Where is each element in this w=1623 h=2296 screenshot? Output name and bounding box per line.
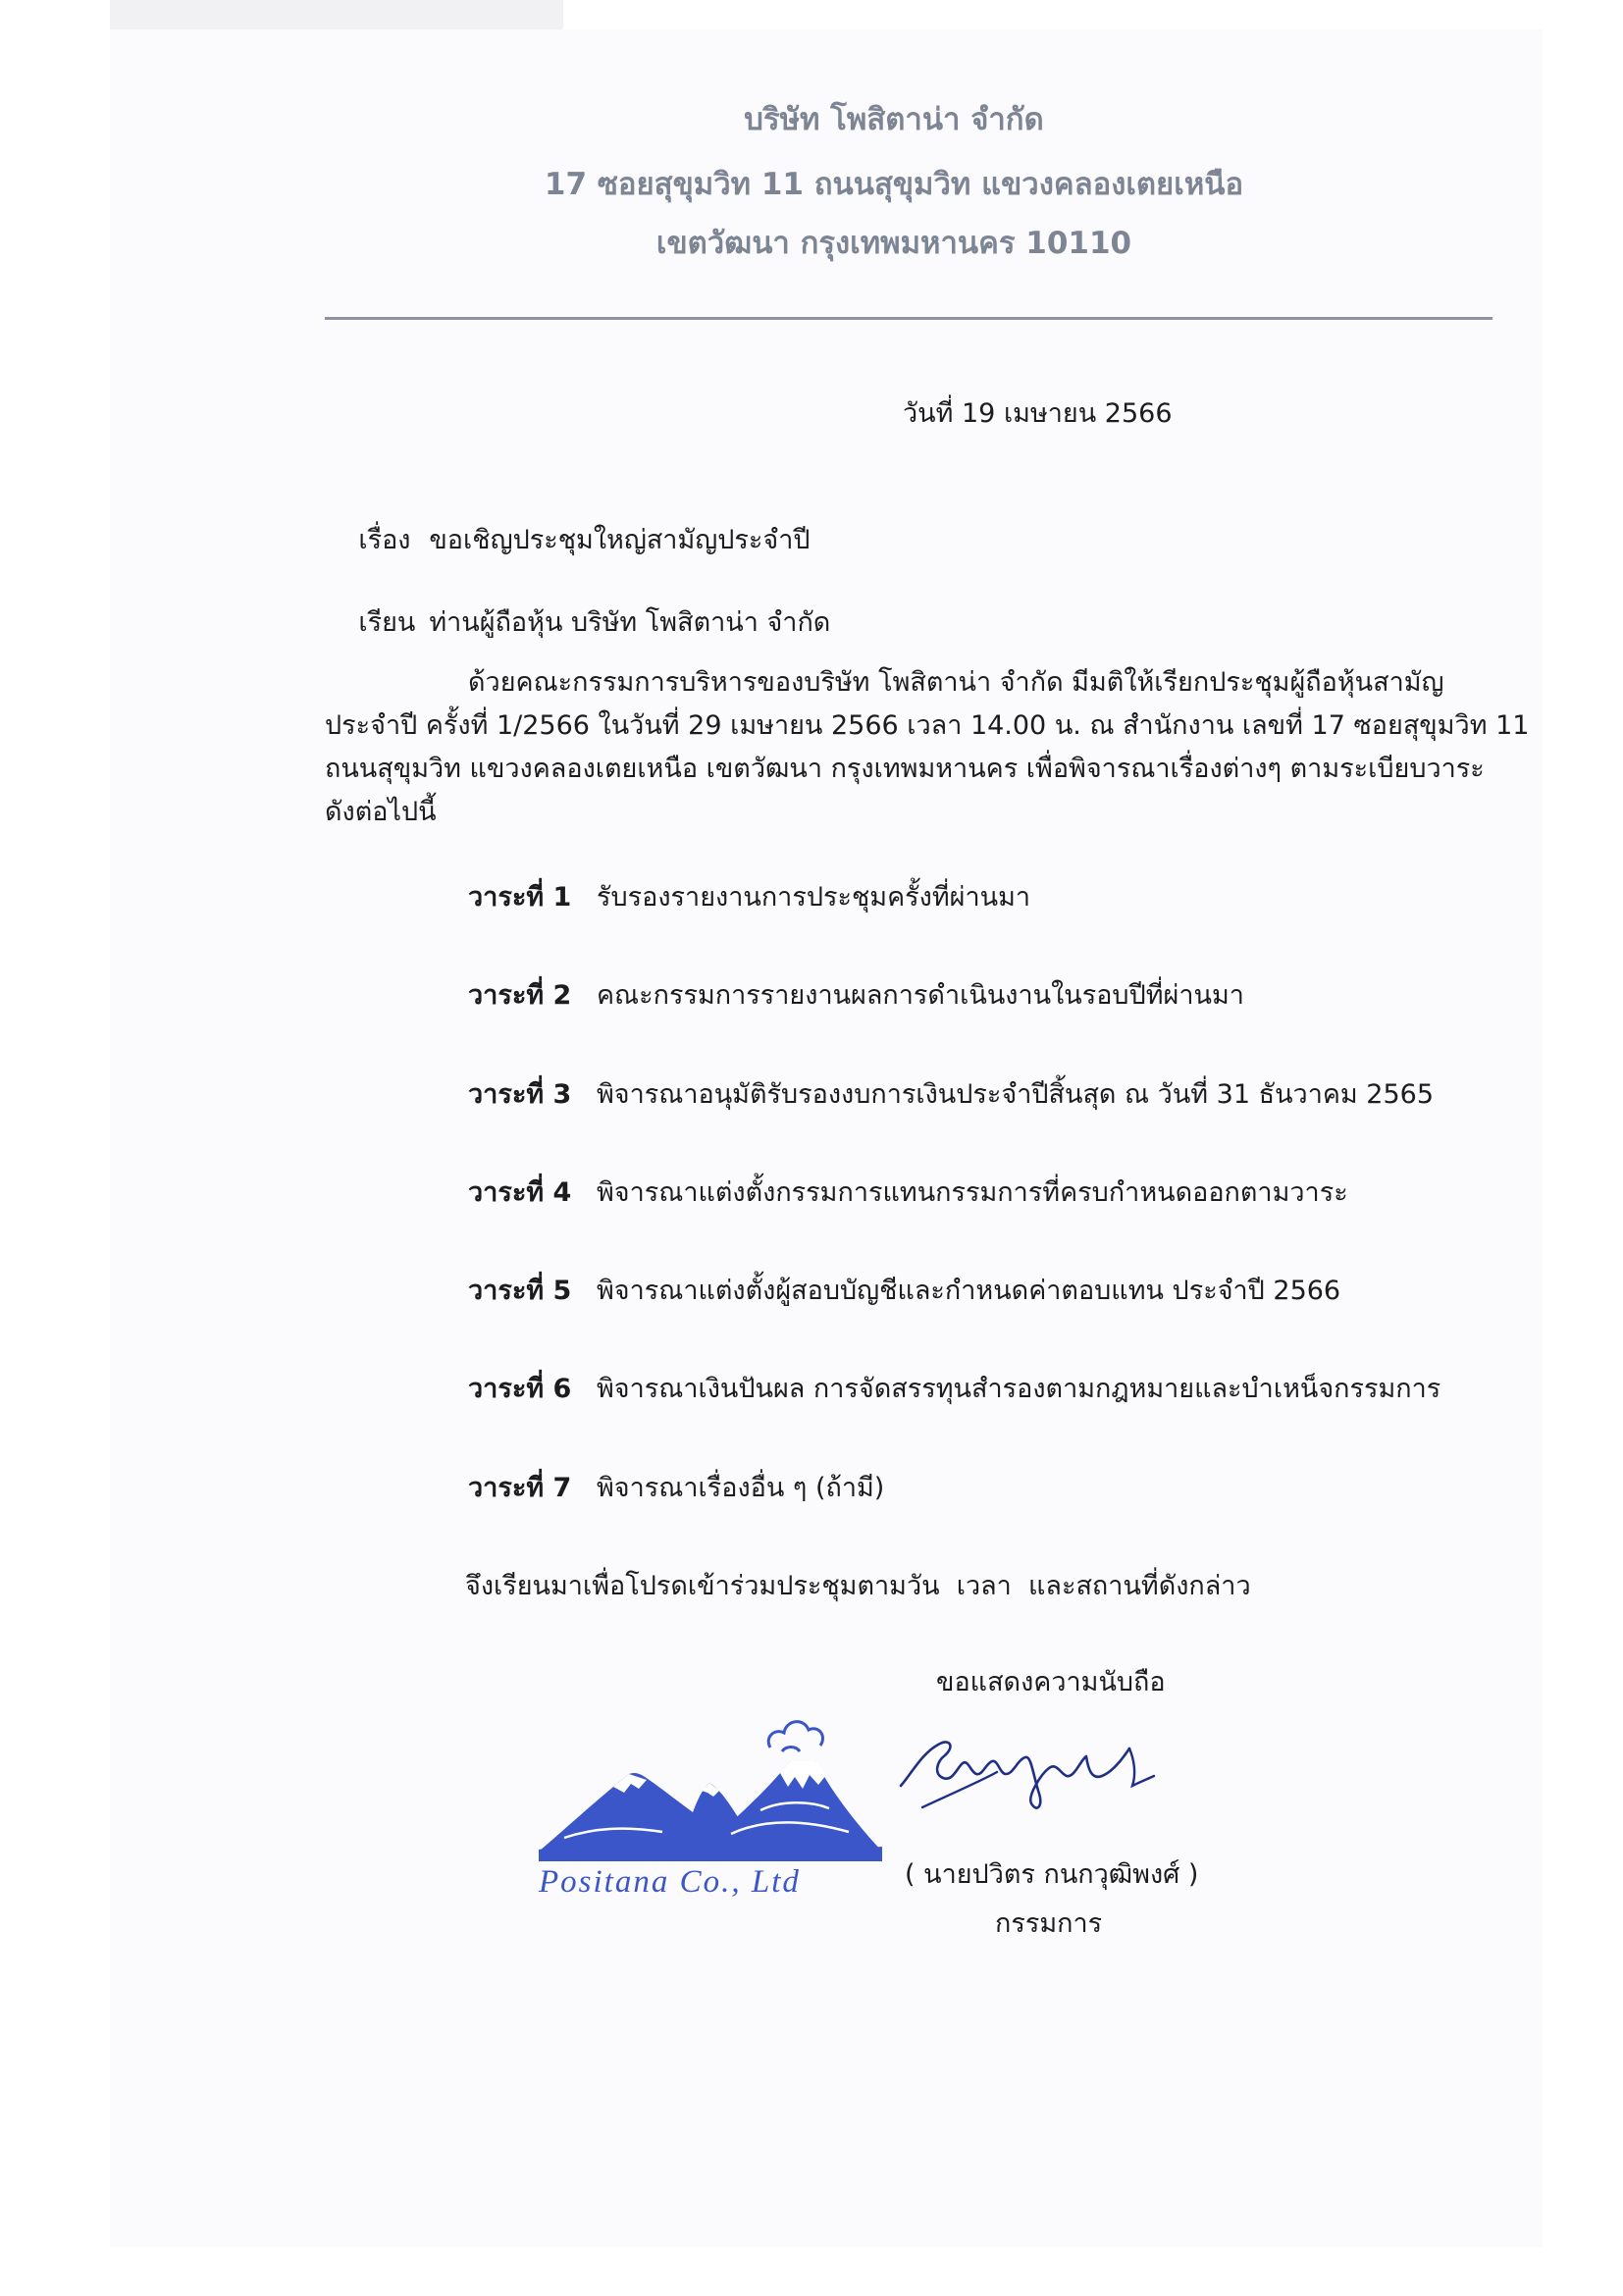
- agenda-label: วาระที่ 4: [468, 1176, 572, 1208]
- letterhead-divider: [325, 317, 1492, 320]
- agenda-item: [468, 1273, 1508, 1371]
- agenda-text: คณะกรรมการรายงานผลการดำเนินงานในรอบปีที่ผ่านมา: [597, 980, 1244, 1012]
- subject-text: ขอเชิญประชุมใหญ่สามัญประจำปี: [429, 525, 811, 555]
- letterhead-address-line-2: เขตวัฒนา กรุงเทพมหานคร 10110: [655, 226, 1132, 261]
- scan-artifact-strip: [110, 0, 563, 29]
- agenda-item: [468, 879, 1508, 977]
- agenda-item: [468, 1371, 1508, 1469]
- agenda-label: วาระที่ 5: [468, 1276, 572, 1307]
- signatory-title: กรรมการ: [995, 1908, 1103, 1939]
- recipient-label: เรียน: [358, 607, 416, 638]
- agenda-label: วาระที่ 7: [468, 1472, 572, 1503]
- agenda-list: [468, 879, 1508, 1568]
- recipient-line: [325, 573, 831, 638]
- logo-text: Positana Co., Ltd: [539, 1864, 801, 1900]
- closing-sentence: จึงเรียนมาเพื่อโปรดเข้าร่วมประชุมตามวัน เวลา และสถานที่ดังกล่าว: [465, 1571, 1251, 1601]
- agenda-text: รับรองรายงานการประชุมครั้งที่ผ่านมา: [597, 882, 1031, 913]
- body-paragraph: [325, 661, 1530, 834]
- valediction: ขอแสดงความนับถือ: [936, 1667, 1166, 1697]
- agenda-text: พิจารณาแต่งตั้งผู้สอบบัญชีและกำหนดค่าตอบแทน ประจำปี 2566: [597, 1276, 1341, 1307]
- logo-cloud-puff: [782, 1748, 800, 1752]
- agenda-item: [468, 1076, 1508, 1174]
- agenda-text: พิจารณาเงินปันผล การจัดสรรทุนสำรองตามกฎหมายและบำเหน็จกรรมการ: [597, 1374, 1441, 1405]
- letter-date: วันที่ 19 เมษายน 2566: [903, 398, 1173, 429]
- agenda-label: วาระที่ 3: [468, 1078, 572, 1110]
- agenda-label: วาระที่ 6: [468, 1374, 572, 1405]
- logo-cloud: [768, 1722, 822, 1748]
- signature-stroke: [901, 1742, 1129, 1807]
- letterhead-address-line-1: 17 ซอยสุขุมวิท 11 ถนนสุขุมวิท แขวงคลองเตยเหนือ: [544, 167, 1244, 202]
- handwritten-signature-icon: [893, 1729, 1158, 1822]
- subject-label: เรื่อง: [358, 525, 411, 555]
- recipient-text: ท่านผู้ถือหุ้น บริษัท โพสิตาน่า จำกัด: [429, 607, 831, 638]
- body-line: ถนนสุขุมวิท แขวงคลองเตยเหนือ เขตวัฒนา กรุงเทพมหานคร เพื่อพิจารณาเรื่องต่างๆ ตามระเบียบวาระ: [325, 754, 1485, 784]
- signatory-name: ( นายปวิตร กนกวุฒิพงศ์ ): [905, 1859, 1199, 1890]
- agenda-text: พิจารณาอนุมัติรับรองงบการเงินประจำปีสิ้นสุด ณ วันที่ 31 ธันวาคม 2565: [597, 1078, 1435, 1110]
- agenda-label: วาระที่ 2: [468, 980, 572, 1012]
- body-line: ดังต่อไปนี้: [325, 797, 437, 827]
- agenda-item: [468, 1174, 1508, 1273]
- mountain-logo-icon: [535, 1702, 888, 1904]
- subject-line: [325, 491, 811, 555]
- agenda-text: พิจารณาเรื่องอื่น ๆ (ถ้ามี): [597, 1472, 885, 1503]
- body-line: ประจำปี ครั้งที่ 1/2566 ในวันที่ 29 เมษายน 2566 เวลา 14.00 น. ณ สำนักงาน เลขที่ 17 ซอยสุขุมวิท 11: [325, 710, 1530, 741]
- agenda-text: พิจารณาแต่งตั้งกรรมการแทนกรรมการที่ครบกำหนดออกตามวาระ: [597, 1176, 1348, 1208]
- body-line: ด้วยคณะกรรมการบริหารของบริษัท โพสิตาน่า จำกัด มีมติให้เรียกประชุมผู้ถือหุ้นสามัญ: [468, 667, 1444, 698]
- signature-underline: [922, 1772, 997, 1807]
- agenda-item: [468, 1470, 1508, 1568]
- letterhead-company: บริษัท โพสิตาน่า จำกัด: [744, 102, 1044, 137]
- agenda-item: [468, 977, 1508, 1075]
- agenda-label: วาระที่ 1: [468, 882, 572, 913]
- signature-tail: [1129, 1748, 1154, 1786]
